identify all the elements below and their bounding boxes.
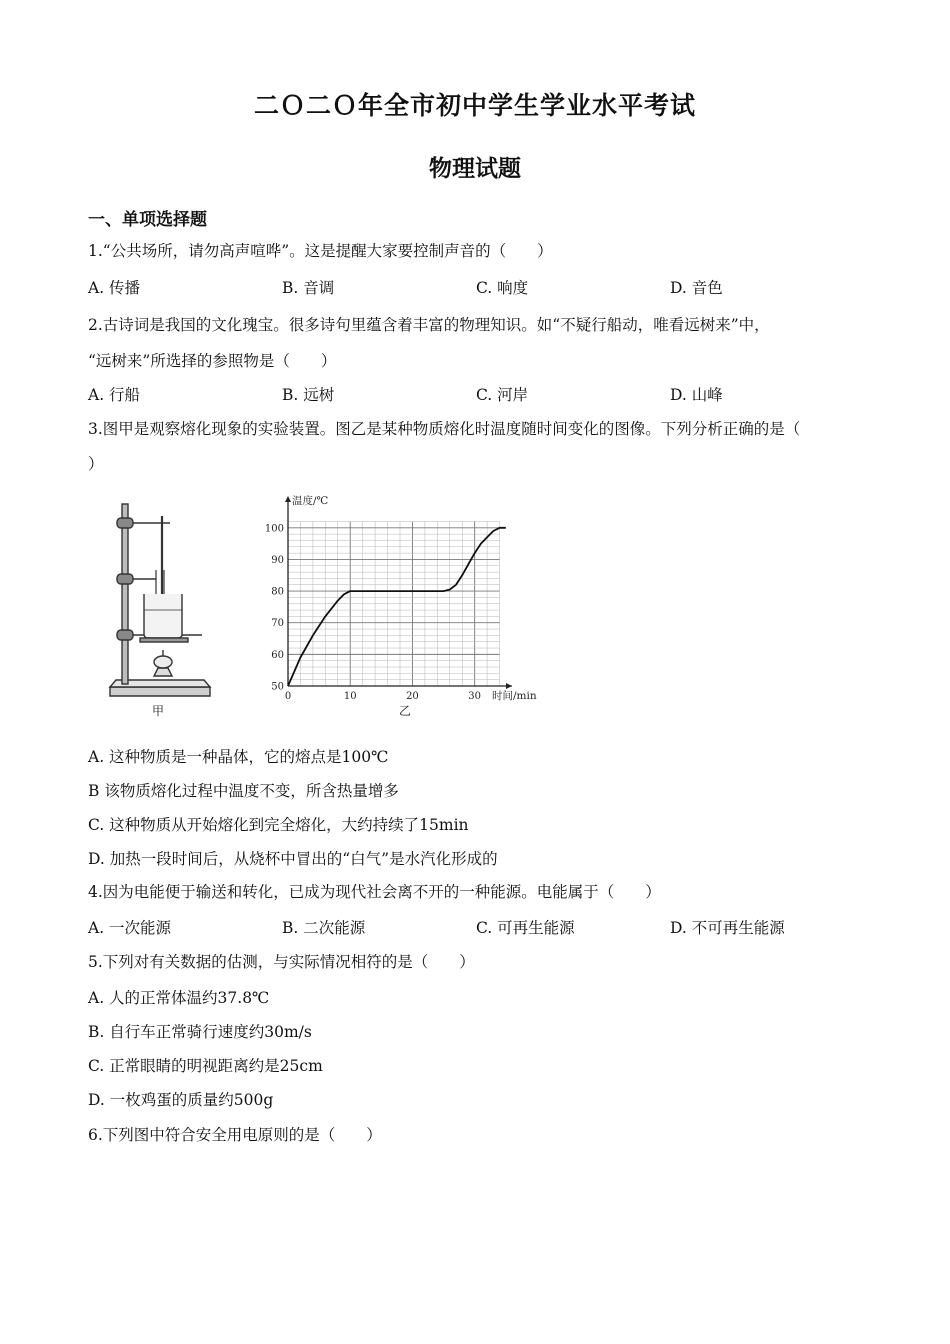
y-tick-label: 90 <box>271 554 284 566</box>
question-2-stem-cont: “远树来”所选择的参照物是（ ） <box>88 352 337 370</box>
option-b: B. 远树 <box>282 386 335 404</box>
y-tick-label: 80 <box>271 586 284 598</box>
wire-gauze <box>140 638 188 642</box>
option-d: D. 不可再生能源 <box>670 919 785 937</box>
y-tick-label: 60 <box>271 649 284 661</box>
question-5-option-c: C. 正常眼睛的明视距离约是25cm <box>88 1057 323 1075</box>
question-3-option-a: A. 这种物质是一种晶体，它的熔点是100℃ <box>88 748 389 766</box>
option-b: B. 二次能源 <box>282 919 366 937</box>
question-2-options <box>88 384 888 406</box>
option-d: D. 山峰 <box>670 386 723 404</box>
y-axis-label: 温度/℃ <box>292 495 329 507</box>
question-5-option-b: B. 自行车正常骑行速度约30m/s <box>88 1023 312 1041</box>
option-a: A. 行船 <box>88 386 141 404</box>
alcohol-lamp <box>154 656 172 668</box>
question-3-stem: 3.图甲是观察熔化现象的实验装置。图乙是某种物质熔化时温度随时间变化的图像。下列分析正确的是（ <box>88 420 801 438</box>
question-3-figure <box>100 482 560 722</box>
stand-pole <box>122 504 128 684</box>
question-3-option-b: B 该物质熔化过程中温度不变，所含热量增多 <box>88 782 399 800</box>
question-4-options <box>88 917 888 939</box>
option-a: A. 传播 <box>88 279 141 297</box>
question-3-option-c: C. 这种物质从开始熔化到完全熔化，大约持续了15min <box>88 816 469 834</box>
option-c: C. 可再生能源 <box>476 919 575 937</box>
question-5-option-d: D. 一枚鸡蛋的质量约500g <box>88 1091 274 1109</box>
x-tick-label: 30 <box>468 691 482 702</box>
x-tick-label: 0 <box>284 691 292 702</box>
option-a: A. 一次能源 <box>88 919 172 937</box>
x-tick-label: 10 <box>343 691 357 702</box>
y-tick-label: 100 <box>264 523 284 535</box>
question-1-options <box>88 277 888 299</box>
figure-svg <box>100 482 560 722</box>
option-b: B. 音调 <box>282 279 335 297</box>
section-heading: 一、单项选择题 <box>88 210 207 230</box>
option-c: C. 响度 <box>476 279 529 297</box>
clamp-middle <box>117 574 133 584</box>
question-3-stem-cont: ） <box>88 455 104 473</box>
option-c: C. 河岸 <box>476 386 529 404</box>
series-line <box>288 528 506 686</box>
x-axis-arrow <box>506 683 512 689</box>
clamp-top <box>117 518 133 528</box>
y-axis-arrow <box>285 496 291 502</box>
clamp-bottom <box>117 630 133 640</box>
question-1-stem: 1.“公共场所，请勿高声喧哗”。这是提醒大家要控制声音的（ ） <box>88 242 553 260</box>
y-tick-label: 70 <box>271 618 284 630</box>
y-tick-label: 50 <box>271 681 284 693</box>
caption-left: 甲 <box>151 704 165 718</box>
question-2-stem: 2.古诗词是我国的文化瑰宝。很多诗句里蕴含着丰富的物理知识。如“不疑行船动，唯看远树来”中， <box>88 316 770 334</box>
question-3-option-d: D. 加热一段时间后，从烧杯中冒出的“白气”是水汽化形成的 <box>88 850 498 868</box>
caption-right: 乙 <box>398 704 412 718</box>
question-5-option-a: A. 人的正常体温约37.8℃ <box>88 989 270 1007</box>
stand-base <box>110 687 210 696</box>
option-d: D. 音色 <box>670 279 723 297</box>
question-4-stem: 4.因为电能便于输送和转化，已成为现代社会离不开的一种能源。电能属于（ ） <box>88 883 661 901</box>
temperature-time-chart <box>265 494 537 702</box>
question-6-stem: 6.下列图中符合安全用电原则的是（ ） <box>88 1126 382 1144</box>
x-axis-label: 时间/min <box>492 690 537 702</box>
x-tick-label: 20 <box>406 691 419 702</box>
exam-subtitle: 物理试题 <box>429 156 521 182</box>
burner-base <box>154 668 172 676</box>
exam-title: 二Ｏ二Ｏ年全市初中学生学业水平考试 <box>253 91 696 120</box>
apparatus-illustration <box>110 504 210 696</box>
question-5-stem: 5.下列对有关数据的估测，与实际情况相符的是（ ） <box>88 953 475 971</box>
beaker <box>144 594 182 638</box>
